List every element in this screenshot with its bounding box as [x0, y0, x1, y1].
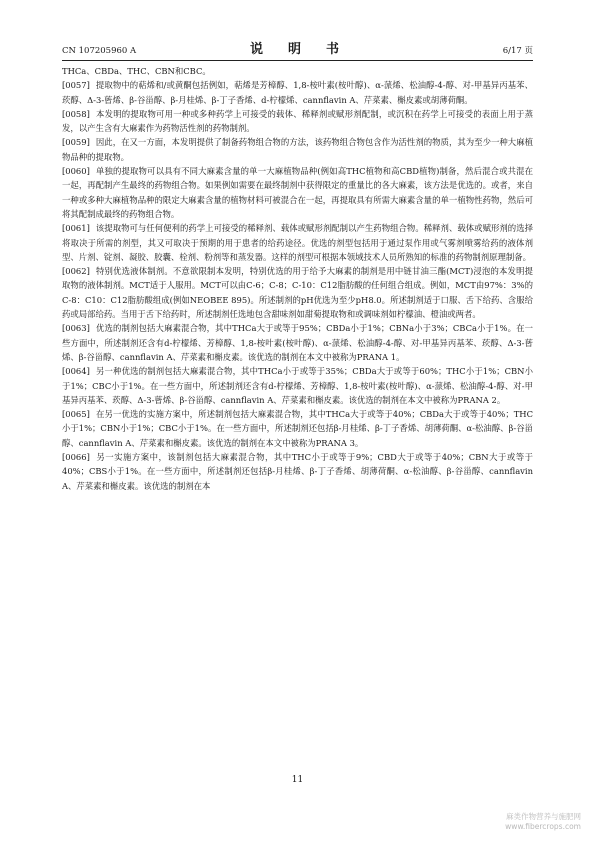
paragraph	[62, 135, 533, 164]
document-body	[62, 64, 533, 493]
paragraph	[62, 164, 533, 221]
paragraph-number: [0065]	[62, 409, 90, 420]
paragraph-number: [0057]	[62, 80, 90, 91]
page-counter: 6/17 页	[502, 46, 533, 56]
paragraph-number: [0062]	[62, 266, 90, 277]
paragraph	[62, 264, 533, 321]
paragraph-list	[62, 78, 533, 493]
document-title: 说 明 书	[249, 42, 345, 57]
paragraph-number: [0063]	[62, 323, 90, 334]
paragraph-text: 单独的提取物可以具有不同大麻素含量的单一大麻植物品种(例如高THC植物和高CBD植物)制备，然后混合或共混在一起，再配制产生最终的药物组合物。如果例如需要在最终制剂中获得限定的重量比的各大麻素，该方法是优选的。或者，来自一种或多种大麻植物品种的限定大麻素含量的植物材料可被混合在一起，再提取具有所需大麻素含量的单一植物性药物，然后可将其配制成最终的药物组合物。	[62, 166, 533, 219]
paragraph-number: [0064]	[62, 366, 90, 377]
paragraph-text: 因此，在又一方面，本发明提供了制备药物组合物的方法，该药物组合物包含作为活性剂的物质，其为至少一种大麻植物品种的提取物。	[62, 137, 533, 162]
patent-number: CN 107205960 A	[62, 46, 137, 56]
page-number: 11	[291, 775, 304, 785]
paragraph	[62, 221, 533, 264]
paragraph	[62, 450, 533, 493]
paragraph-number: [0060]	[62, 166, 90, 177]
intro-line: THCa、CBDa、THC、CBN和CBC。	[62, 66, 211, 76]
paragraph	[62, 321, 533, 364]
paragraph-text: 另一种优选的制剂包括大麻素混合物，其中THCa小于或等于35%；CBDa大于或等于60%；THC小于1%；CBN小于1%；CBC小于1%。在一些方面中，所述制剂还含有d-柠檬烯、芳樟醇、1,8-桉叶素(桉叶醇)、α-蒎烯、松油醇-4-醇、对-甲基异丙基苯、莰醇、Δ-3-蒈烯、β-谷甾醇、cannflavin A、芹菜素和槲皮素。该优选的制剂在本文中被称为PRANA 2。	[62, 366, 533, 405]
watermark-line-2: www.fibercrops.com	[505, 822, 581, 831]
paragraph-number: [0059]	[62, 137, 90, 148]
paragraph-text: 优选的制剂包括大麻素混合物，其中THCa大于或等于95%；CBDa小于1%；CBNa小于3%；CBCa小于1%。在一些方面中，所述制剂还含有d-柠檬烯、芳樟醇、1,8-桉叶素(桉叶醇)、α-蒎烯、松油醇-4-醇、对-甲基异丙基苯、莰醇、Δ-3-蒈烯、β-谷甾醇、cannflavin A、芹菜素和槲皮素。该优选的制剂在本文中被称为PRANA 1。	[62, 323, 533, 362]
paragraph-text: 本发明的提取物可用一种或多种药学上可接受的载体、稀释剂或赋形剂配制，或沉积在药学上可接受的表面上用于蒸发，以产生含有大麻素作为药物活性剂的药物制剂。	[62, 108, 533, 134]
paragraph-number: [0061]	[62, 223, 90, 234]
paragraph-text: 特别优选液体制剂。不意欲限制本发明，特别优选的用于给予大麻素的制剂是用中链甘油三酯(MCT)浸泡的本发明提取物的液体制剂。MCT适于人服用。MCT可以由C-6；C-8；C-10：C12脂肪酸的任何组合组成。例如，MCT由97%：3%的C-8：C10：C12脂肪酸组成(例如NEOBEE 895)。所述制剂的pH优选为至少pH8.0。所述制剂适于口服、舌下给药、含服给药或局部给药。当用于舌下给药时，所述制剂任选地包含甜味剂如甜菊提取物和或调味剂如柠檬油、橙油或两者。	[62, 266, 533, 320]
paragraph-text: 该提取物可与任何便利的药学上可接受的稀释剂、载体或赋形剂配制以产生药物组合物。稀释剂、载体或赋形剂的选择将取决于所需的剂型，其又可取决于预期的用于患者的给药途径。优选的剂型包括用于通过泵作用或气雾剂喷雾给药的液体剂型、片剂、锭剂、凝胶、胶囊、栓剂、粉剂等和蒸发器。这样的剂型可根据本领域技术人员所熟知的标准的药物制剂原理制备。	[62, 223, 533, 262]
paragraph	[62, 107, 533, 136]
paragraph	[62, 407, 533, 450]
watermark-line-1: 麻类作物营养与施肥网	[506, 812, 581, 821]
paragraph-text: 在另一优选的实施方案中，所述制剂包括大麻素混合物，其中THCa大于或等于40%；CBDa大于或等于40%；THC小于1%；CBN小于1%；CBC小于1%。在一些方面中，所述制剂还包括β-月桂烯、β-丁子香烯、胡薄荷酮、α-松油醇、β-谷甾醇、cannflavin A、芹菜素和槲皮素。该优选的制剂在本文中被称为PRANA 3。	[62, 409, 533, 448]
paragraph	[62, 78, 533, 107]
paragraph	[62, 364, 533, 407]
watermark	[505, 812, 581, 832]
paragraph-text: 另一实施方案中，该制剂包括大麻素混合物，其中THC小于或等于9%；CBD大于或等于40%；CBN大于或等于40%；CBS小于1%。在一些方面中，所述制剂还包括β-月桂烯、β-丁子香烯、胡薄荷酮、α-松油醇、β-谷甾醇、cannflavin A、芹菜素和槲皮素。该优选的制剂在本	[62, 452, 533, 491]
page-header	[62, 38, 533, 61]
paragraph-text: 提取物中的萜烯和/或黄酮包括例如，萜烯是芳樟醇、1,8-桉叶素(桉叶醇)、α-蒎烯、松油醇-4-醇、对-甲基异丙基苯、莰醇、Δ-3-蒈烯、β-谷甾醇、β-月桂烯、β-丁子香烯、d-柠檬烯、cannflavin A、芹菜素、槲皮素或胡薄荷酮。	[62, 80, 533, 105]
paragraph-number: [0058]	[62, 108, 90, 119]
paragraph-number: [0066]	[62, 452, 90, 463]
